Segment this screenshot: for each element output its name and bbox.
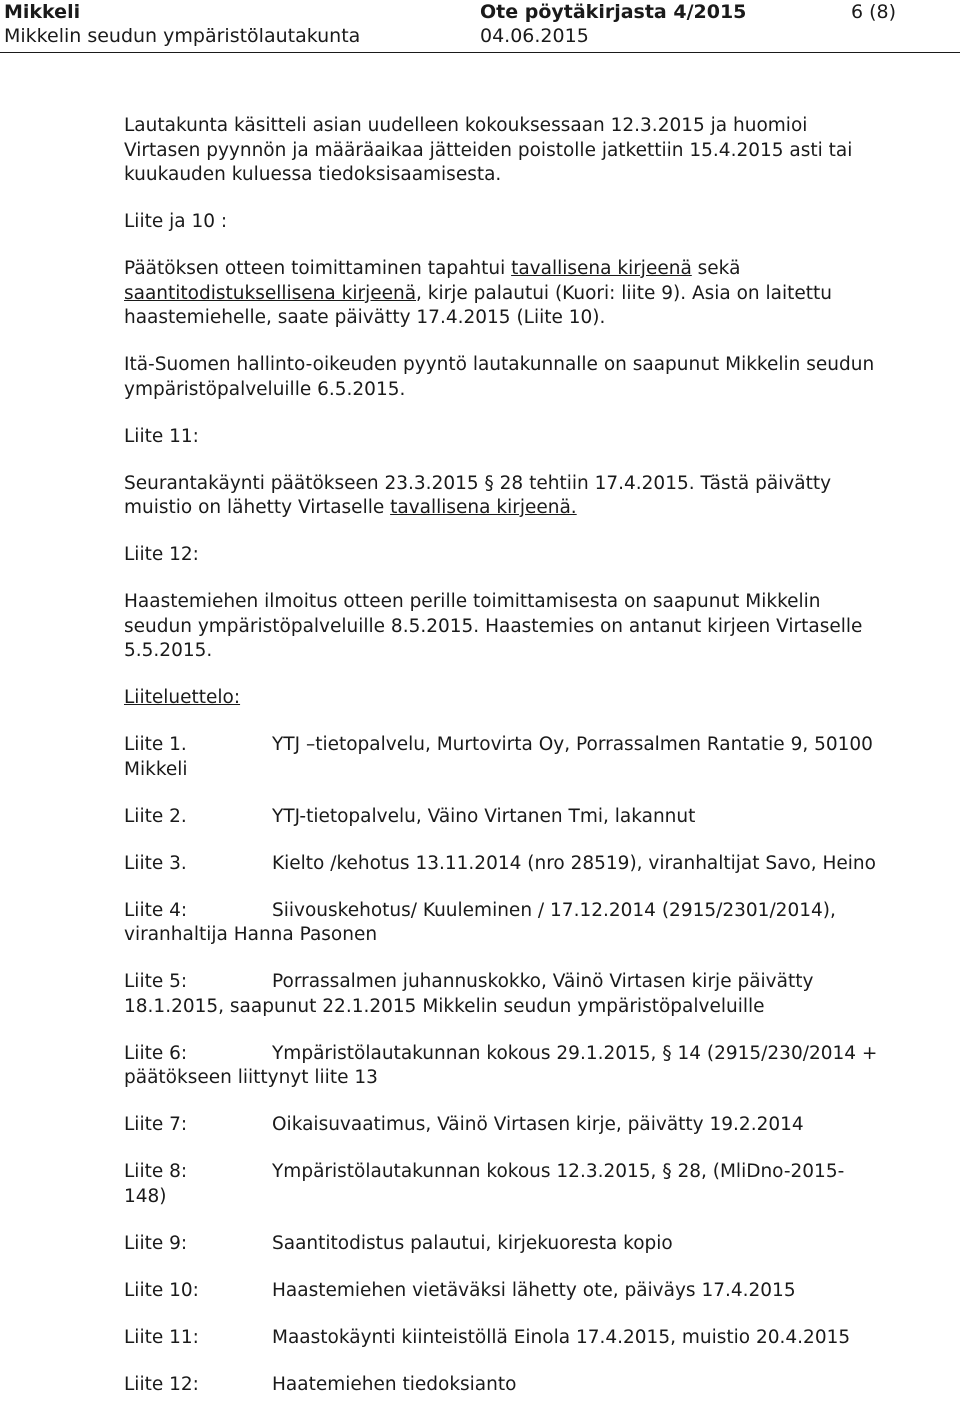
- attachment-text: Haastemiehen vietäväksi lähetty ote, päiväys 17.4.2015: [272, 1279, 796, 1301]
- document-date: 04.06.2015: [480, 25, 589, 47]
- attachment-text: Porrassalmen juhannuskokko, Väinö Virtasen kirje päivätty 18.1.2015, saapunut 22.1.2015 Mikkelin seudun ympäristöpalveluille: [124, 971, 814, 1017]
- underlined-text: tavallisena kirjeenä.: [390, 497, 577, 518]
- attachment-label: Liite 9:: [124, 1232, 188, 1254]
- attachment-label: Liite 12:: [124, 1373, 199, 1395]
- attachment-label: Liite 8:: [124, 1161, 188, 1182]
- attachment-text: Oikaisuvaatimus, Väinö Virtasen kirje, päivätty 19.2.2014: [272, 1114, 804, 1135]
- org-name: Mikkeli: [4, 1, 81, 23]
- attachment-item: [124, 970, 884, 1019]
- attachment-label: Liite 5:: [124, 971, 188, 992]
- attachment-item: [124, 1160, 884, 1209]
- attachment-list: [124, 733, 884, 1397]
- attachment-text: Saantitodistus palautui, kirjekuoresta kopio: [272, 1232, 673, 1254]
- attachment-label: Liite 7:: [124, 1114, 188, 1135]
- attachment-text: Siivouskehotus/ Kuuleminen / 17.12.2014 (2915/2301/2014), viranhaltija Hanna Pasonen: [124, 899, 836, 945]
- attachment-reference: Liite 11:: [124, 425, 199, 447]
- attachment-label: Liite 6:: [124, 1042, 188, 1064]
- paragraph-court-request: Itä-Suomen hallinto-oikeuden pyyntö lautakunnalle on saapunut Mikkelin seudun ympäristöpalveluille 6.5.2015.: [124, 354, 875, 400]
- page-header: [0, 0, 960, 56]
- paragraph-reconsideration: Lautakunta käsitteli asian uudelleen kokouksessaan 12.3.2015 ja huomioi Virtasen pyynnön ja määräaikaa jätteiden poistolle jatkettiin 15.4.2015 asti tai kuukauden kuluessa tiedoksisaamisesta.: [124, 115, 853, 185]
- attachment-text: YTJ-tietopalvelu, Väino Virtanen Tmi, lakannut: [272, 805, 696, 827]
- attachment-reference: Liite 12:: [124, 544, 199, 565]
- document-body: [124, 114, 884, 1397]
- attachment-text: Maastokäynti kiinteistöllä Einola 17.4.2015, muistio 20.4.2015: [272, 1326, 851, 1348]
- document-title: Ote pöytäkirjasta 4/2015: [480, 1, 747, 23]
- board-name: Mikkelin seudun ympäristölautakunta: [4, 25, 361, 47]
- attachment-text: Ympäristölautakunnan kokous 29.1.2015, § 14 (2915/230/2014 + päätökseen liittynyt liite 13: [124, 1042, 878, 1088]
- attachment-reference: Liite ja 10 :: [124, 211, 228, 232]
- attachment-text: Haatemiehen tiedoksianto: [272, 1373, 517, 1395]
- attachment-text: Ympäristölautakunnan kokous 12.3.2015, § 28, (MliDno-2015-148): [124, 1161, 845, 1207]
- attachment-item: [124, 1042, 884, 1091]
- underlined-text: tavallisena kirjeenä: [511, 258, 692, 279]
- attachment-item: [124, 733, 884, 782]
- attachment-label: Liite 3.: [124, 852, 187, 874]
- paragraph-delivery: Päätöksen otteen toimittaminen tapahtui tavallisena kirjeenä sekä saantitodistuksellisena kirjeenä, kirje palautui (Kuori: liite 9). Asia on laitettu haastemiehelle, saate päivätty 17.4.2015 (Liite 10).: [124, 258, 833, 328]
- attachment-text: Kielto /kehotus 13.11.2014 (nro 28519), viranhaltijat Savo, Heino: [272, 852, 876, 874]
- attachment-item: [124, 1326, 884, 1351]
- attachment-label: Liite 10:: [124, 1279, 199, 1301]
- attachment-label: Liite 2.: [124, 805, 187, 827]
- attachment-item: [124, 899, 884, 948]
- underlined-text: saantitodistuksellisena kirjeenä: [124, 282, 417, 304]
- attachment-text: YTJ –tietopalvelu, Murtovirta Oy, Porrassalmen Rantatie 9, 50100 Mikkeli: [124, 734, 873, 780]
- attachment-label: Liite 11:: [124, 1326, 199, 1348]
- paragraph-bailiff-notice: Haastemiehen ilmoitus otteen perille toimittamisesta on saapunut Mikkelin seudun ympäristöpalveluille 8.5.2015. Haastemies on antanut kirjeen Virtaselle 5.5.2015.: [124, 591, 863, 661]
- attachment-item: [124, 805, 884, 830]
- attachment-label: Liite 4:: [124, 899, 188, 921]
- attachment-item: [124, 1113, 884, 1138]
- attachment-list-heading: Liiteluettelo:: [124, 687, 241, 708]
- attachment-item: [124, 1373, 884, 1398]
- attachment-item: [124, 852, 884, 877]
- header-divider: [0, 52, 960, 53]
- attachment-label: Liite 1.: [124, 734, 187, 755]
- paragraph-follow-up-visit: Seurantakäynti päätökseen 23.3.2015 § 28 tehtiin 17.4.2015. Tästä päivätty muistio on lähetty Virtaselle tavallisena kirjeenä.: [124, 472, 832, 518]
- attachment-item: [124, 1232, 884, 1257]
- attachment-item: [124, 1279, 884, 1304]
- page-number: 6 (8): [851, 1, 897, 23]
